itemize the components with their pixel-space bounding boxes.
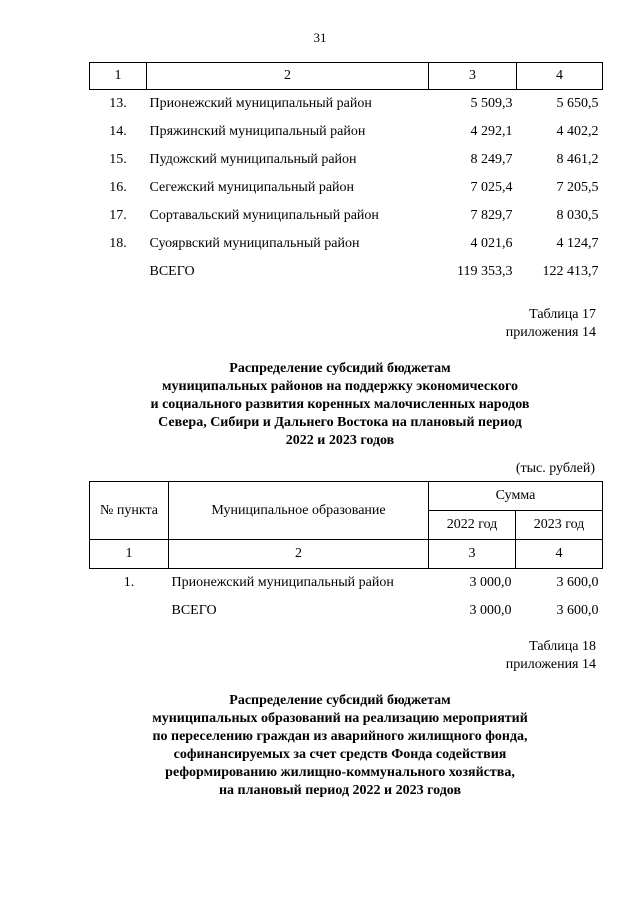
row-number: 1. xyxy=(123,575,135,590)
table18-caption-line2: приложения 14 xyxy=(505,657,596,672)
title-line: 2022 и 2023 годов xyxy=(285,433,395,448)
index-cell: 1 xyxy=(90,63,147,90)
municipality-name: Суоярвский муниципальный район xyxy=(149,236,360,251)
value-col4: 8 461,2 xyxy=(556,152,599,167)
table17-title xyxy=(70,360,610,450)
table-row xyxy=(90,174,603,202)
title-line: по переселению граждан из аварийного жилищного фонда, xyxy=(152,729,528,744)
index-cell: 3 xyxy=(429,63,517,90)
value-col3: 5 509,3 xyxy=(470,96,513,111)
total-col4: 122 413,7 xyxy=(542,264,599,279)
table-index-row xyxy=(90,540,603,569)
title-line: софинансируемых за счет средств Фонда содействия xyxy=(173,747,507,762)
value-col3: 7 829,7 xyxy=(470,208,513,223)
value-col3: 8 249,7 xyxy=(470,152,513,167)
header-sum: Сумма xyxy=(429,482,603,511)
table18-caption-line1: Таблица 18 xyxy=(529,639,596,654)
table18-caption xyxy=(506,638,596,674)
table-row xyxy=(90,202,603,230)
title-line: муниципальных образований на реализацию мероприятий xyxy=(152,711,528,726)
value-2022: 3 000,0 xyxy=(469,575,512,590)
title-line: муниципальных районов на поддержку экономического xyxy=(161,379,518,394)
table17 xyxy=(89,481,603,625)
title-line: Распределение субсидий бюджетам xyxy=(229,693,451,708)
header-municipality: Муниципальное образование xyxy=(169,482,429,540)
page-number: 31 xyxy=(313,30,327,45)
title-line: реформированию жилищно-коммунального хозяйства, xyxy=(165,765,515,780)
value-2023: 3 600,0 xyxy=(556,575,599,590)
row-number: 18. xyxy=(109,236,127,251)
table-row xyxy=(90,90,603,119)
title-line: Севера, Сибири и Дальнего Востока на плановый период xyxy=(158,415,522,430)
table-row xyxy=(90,569,603,598)
table17-caption-line2: приложения 14 xyxy=(505,325,596,340)
value-col3: 7 025,4 xyxy=(470,180,513,195)
value-col3: 4 021,6 xyxy=(470,236,513,251)
index-cell: 2 xyxy=(147,63,429,90)
municipality-name: Сортавальский муниципальный район xyxy=(149,208,379,223)
municipality-name: Пряжинский муниципальный район xyxy=(149,124,366,139)
value-col4: 7 205,5 xyxy=(556,180,599,195)
total-label: ВСЕГО xyxy=(149,264,195,279)
total-col3: 119 353,3 xyxy=(457,264,513,279)
row-number: 14. xyxy=(109,124,127,139)
index-cell: 2 xyxy=(169,540,429,569)
header-2023: 2023 год xyxy=(516,511,603,540)
value-col4: 4 124,7 xyxy=(556,236,599,251)
value-col4: 5 650,5 xyxy=(556,96,599,111)
units-label: (тыс. рублей) xyxy=(515,461,595,476)
municipality-name: Сегежский муниципальный район xyxy=(149,180,355,195)
row-number: 16. xyxy=(109,180,127,195)
table17-caption xyxy=(506,306,596,342)
table18-title xyxy=(70,692,610,800)
header-2022: 2022 год xyxy=(429,511,516,540)
municipality-name: Прионежский муниципальный район xyxy=(149,96,372,111)
row-number: 17. xyxy=(109,208,127,223)
index-cell: 3 xyxy=(429,540,516,569)
index-cell: 4 xyxy=(516,540,603,569)
table-continuation xyxy=(89,62,603,286)
title-line: на плановый период 2022 и 2023 годов xyxy=(218,783,462,798)
table17-caption-line1: Таблица 17 xyxy=(529,307,596,322)
total-2022: 3 000,0 xyxy=(469,603,512,618)
value-col4: 8 030,5 xyxy=(556,208,599,223)
table-row xyxy=(90,146,603,174)
row-number: 15. xyxy=(109,152,127,167)
municipality-name: Пудожский муниципальный район xyxy=(149,152,357,167)
title-line: Распределение субсидий бюджетам xyxy=(229,361,451,376)
table-total-row xyxy=(90,597,603,625)
total-label: ВСЕГО xyxy=(171,603,217,618)
total-2023: 3 600,0 xyxy=(556,603,599,618)
index-cell: 1 xyxy=(90,540,169,569)
municipality-name: Прионежский муниципальный район xyxy=(171,575,394,590)
table-total-row xyxy=(90,258,603,286)
row-number: 13. xyxy=(109,96,127,111)
value-col3: 4 292,1 xyxy=(470,124,513,139)
table-row xyxy=(90,118,603,146)
title-line: и социального развития коренных малочисленных народов xyxy=(150,397,530,412)
index-cell: 4 xyxy=(517,63,603,90)
table-index-row xyxy=(90,63,603,90)
table-row xyxy=(90,230,603,258)
header-number: № пункта xyxy=(90,482,169,540)
value-col4: 4 402,2 xyxy=(556,124,599,139)
